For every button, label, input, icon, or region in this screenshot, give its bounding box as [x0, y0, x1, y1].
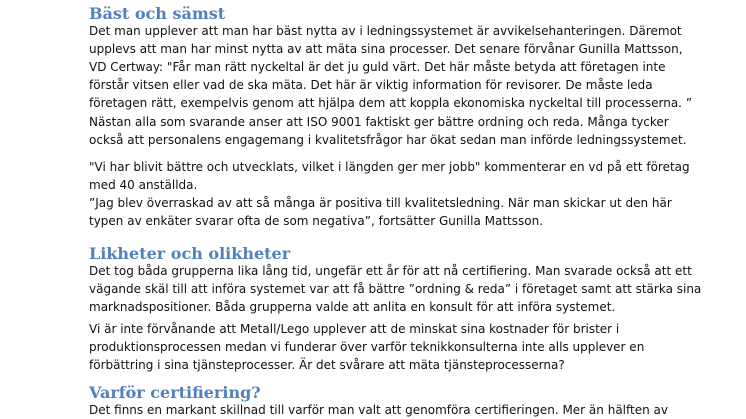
paragraph: [89, 22, 692, 112]
paragraph: [89, 113, 687, 149]
paragraph-line: VD Certway: "Får man rätt nyckeltal är det ju guld värt. Det här måste betyda att företagen inte: [89, 60, 666, 74]
paragraph-line: också att personalens engagemang i kvalitetsfrågor har ökat sedan man införde ledningssystemet.: [89, 133, 687, 147]
paragraph-line: Vi är inte förvånande att Metall/Lego upplever att de minskat sina kostnader för brister i: [89, 322, 620, 336]
paragraph: [89, 262, 701, 316]
paragraph-line: förstår vitsen eller vad de ska mäta. Det här är viktig information för revisorer. De måste leda: [89, 78, 653, 92]
paragraph-line: vägande skäl till att införa systemet var att få bättre ”ordning & reda” i företaget samt att stärka sina: [89, 282, 702, 296]
paragraph-line: Det man upplever att man har bäst nytta av i ledningssystemet är avvikelsehanteringen. Däremot: [89, 24, 682, 38]
section-heading-varfor-certifiering: Varför certifiering?: [89, 383, 261, 402]
paragraph-line: "Vi har blivit bättre och utvecklats, vilket i längden ger mer jobb" kommenterar en vd på ett företag: [89, 160, 690, 174]
paragraph: [89, 194, 672, 230]
section-heading-likheter-och-olikheter: Likheter och olikheter: [89, 244, 291, 263]
paragraph: [89, 401, 668, 419]
section-heading-bast-och-samst: Bäst och sämst: [89, 4, 226, 23]
paragraph: [89, 320, 644, 374]
paragraph-line: förbättring i sina tjänsteprocesser. Är det svårare att mäta tjänsteprocesserna?: [89, 358, 565, 372]
paragraph-line: med 40 anställda.: [89, 178, 198, 192]
paragraph-line: typen av enkäter svarar ofta de som negativa”, fortsätter Gunilla Mattsson.: [89, 214, 544, 228]
paragraph-line: produktionsprocessen medan vi funderar över varför teknikkonsulterna inte alls upplever en: [89, 340, 645, 354]
paragraph-line: ”Jag blev överraskad av att så många är positiva till kvalitetsledning. När man skickar ut den här: [89, 196, 672, 210]
paragraph-line: Det finns en markant skillnad till varför man valt att genomföra certifieringen. Mer än hälften av: [89, 403, 668, 417]
paragraph-line: upplevs att man har minst nytta av att mäta sina processer. Det senare förvånar Gunilla Mattsson,: [89, 42, 683, 56]
paragraph-line: Det tog båda grupperna lika lång tid, ungefär ett år för att nå certifiering. Man svarade också att ett: [89, 264, 692, 278]
paragraph-line: företagen rätt, exempelvis genom att hjälpa dem att koppla ekonomiska nyckeltal till processerna. ”: [89, 96, 693, 110]
paragraph-line: Nästan alla som svarande anser att ISO 9001 faktiskt ger bättre ordning och reda. Många tycker: [89, 115, 669, 129]
paragraph: [89, 158, 690, 194]
paragraph-line: marknadspositioner. Båda grupperna valde att anlita en konsult för att införa systemet.: [89, 300, 616, 314]
